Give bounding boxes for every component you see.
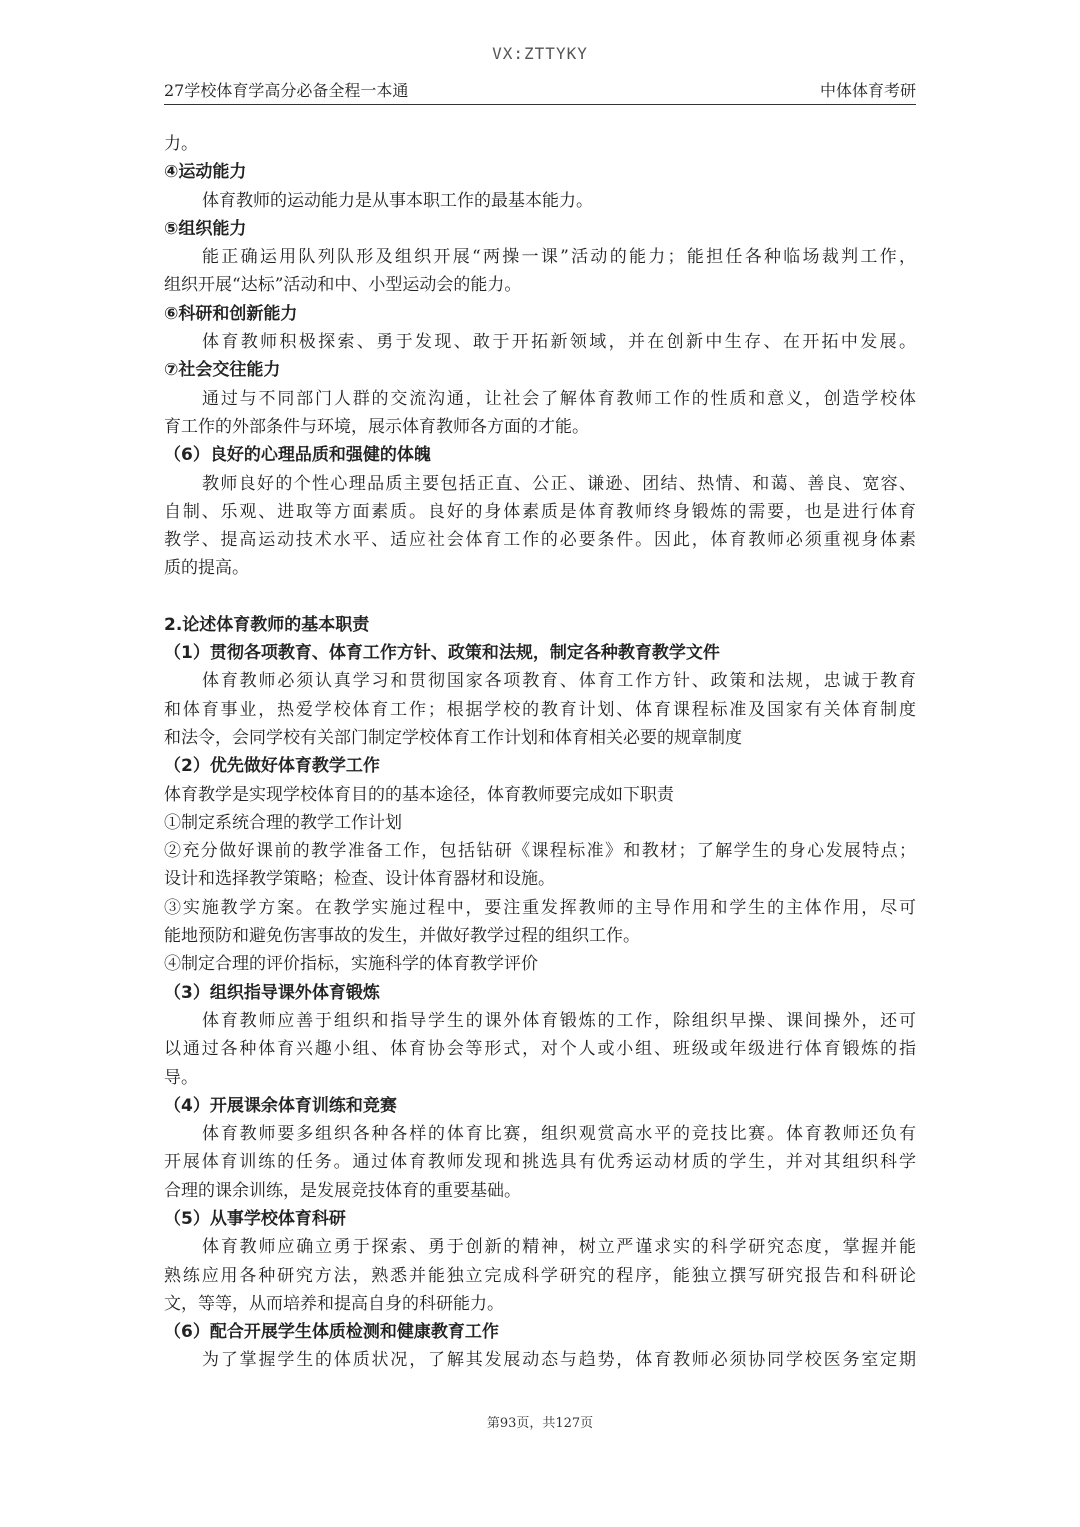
paragraph-line: 体育教师应确立勇于探索、勇于创新的精神，树立严谨求实的科学研究态度，掌握并能 <box>202 1237 916 1258</box>
header-brand: 中体体育考研 <box>819 81 916 100</box>
watermark: VX:ZTTYKY <box>492 44 588 63</box>
paragraph-line: 文，等等，从而培养和提高自身的科研能力。 <box>164 1293 504 1314</box>
paragraph-line: 力。 <box>164 134 198 154</box>
subheading: ⑦社会交往能力 <box>164 360 281 381</box>
paragraph-line: 开展体育训练的任务。通过体育教师发现和挑选具有优秀运动材质的学生，并对其组织科学 <box>164 1152 916 1173</box>
paragraph-line: 为了掌握学生的体质状况，了解其发展动态与趋势，体育教师必须协同学校医务室定期 <box>202 1350 916 1371</box>
paragraph-line: 自制、乐观、进取等方面素质。良好的身体素质是体育教师终身锻炼的需要，也是进行体育 <box>164 501 916 522</box>
paragraph-line: 育工作的外部条件与环境，展示体育教师各方面的才能。 <box>164 416 589 437</box>
list-item: ①制定系统合理的教学工作计划 <box>164 812 402 833</box>
paragraph-line: 和体育事业，热爱学校体育工作；根据学校的教育计划、体育课程标准及国家有关体育制度 <box>164 699 916 720</box>
paragraph-line: 通过与不同部门人群的交流沟通，让社会了解体育教师工作的性质和意义，创造学校体 <box>202 388 916 409</box>
section-heading: （2）优先做好体育教学工作 <box>164 756 380 777</box>
section-heading: （6）良好的心理品质和强健的体魄 <box>164 445 431 466</box>
section-heading: （3）组织指导课外体育锻炼 <box>164 982 380 1003</box>
page-header <box>164 78 916 105</box>
subheading: ④运动能力 <box>164 162 247 183</box>
section-heading: （5）从事学校体育科研 <box>164 1208 346 1229</box>
page-number: 第93页，共127页 <box>486 1416 594 1431</box>
paragraph-line: 熟练应用各种研究方法，熟悉并能独立完成科学研究的程序，能独立撰写研究报告和科研论 <box>164 1265 916 1286</box>
paragraph-line: 能正确运用队列队形及组织开展“两操一课”活动的能力；能担任各种临场裁判工作， <box>202 247 916 268</box>
paragraph-line: 合理的课余训练，是发展竞技体育的重要基础。 <box>164 1180 521 1201</box>
paragraph-line: 体育教师必须认真学习和贯彻国家各项教育、体育工作方针、政策和法规，忠诚于教育 <box>202 671 916 692</box>
paragraph-line: 质的提高。 <box>164 558 249 579</box>
paragraph-line: 体育教师应善于组织和指导学生的课外体育锻炼的工作，除组织早操、课间操外，还可 <box>202 1010 916 1031</box>
paragraph-line: 组织开展“达标”活动和中、小型运动会的能力。 <box>164 275 522 296</box>
paragraph-line: 体育教师的运动能力是从事本职工作的最基本能力。 <box>202 190 593 211</box>
subheading: ⑤组织能力 <box>164 218 247 239</box>
page-content <box>164 130 916 1375</box>
list-item: ③实施教学方案。在教学实施过程中，要注重发挥教师的主导作用和学生的主体作用，尽可 <box>164 897 916 918</box>
paragraph-line: 导。 <box>164 1067 198 1088</box>
paragraph-line: 教师良好的个性心理品质主要包括正直、公正、谦逊、团结、热情、和蔼、善良、宽容、 <box>202 473 916 494</box>
header-title: 27学校体育学高分必备全程一本通 <box>164 81 409 100</box>
paragraph-line: 教学、提高运动技术水平、适应社会体育工作的必要条件。因此，体育教师必须重视身体素 <box>164 530 916 551</box>
paragraph-line: 能地预防和避免伤害事故的发生，并做好教学过程的组织工作。 <box>164 926 640 947</box>
section-heading: （1）贯彻各项教育、体育工作方针、政策和法规，制定各种教育教学文件 <box>164 643 720 664</box>
paragraph-line: 体育教师积极探索、勇于发现、敢于开拓新领域，并在创新中生存、在开拓中发展。 <box>202 332 916 353</box>
paragraph-line: 体育教师要多组织各种各样的体育比赛，组织观赏高水平的竞技比赛。体育教师还负有 <box>202 1124 916 1145</box>
paragraph-line: 设计和选择教学策略；检查、设计体育器材和设施。 <box>164 869 555 890</box>
paragraph-line: 和法令，会同学校有关部门制定学校体育工作计划和体育相关必要的规章制度 <box>164 727 742 748</box>
list-item: ②充分做好课前的教学准备工作，包括钻研《课程标准》和教材；了解学生的身心发展特点； <box>164 841 916 862</box>
subheading: ⑥科研和创新能力 <box>164 303 298 324</box>
paragraph-line: 以通过各种体育兴趣小组、体育协会等形式，对个人或小组、班级或年级进行体育锻炼的指 <box>164 1039 916 1060</box>
question-heading: 2.论述体育教师的基本职责 <box>164 614 370 635</box>
spacer <box>164 583 916 611</box>
section-heading: （4）开展课余体育训练和竞赛 <box>164 1095 397 1116</box>
list-item: ④制定合理的评价指标，实施科学的体育教学评价 <box>164 954 538 975</box>
paragraph-line: 体育教学是实现学校体育目的的基本途径，体育教师要完成如下职责 <box>164 784 674 805</box>
section-heading: （6）配合开展学生体质检测和健康教育工作 <box>164 1322 499 1343</box>
